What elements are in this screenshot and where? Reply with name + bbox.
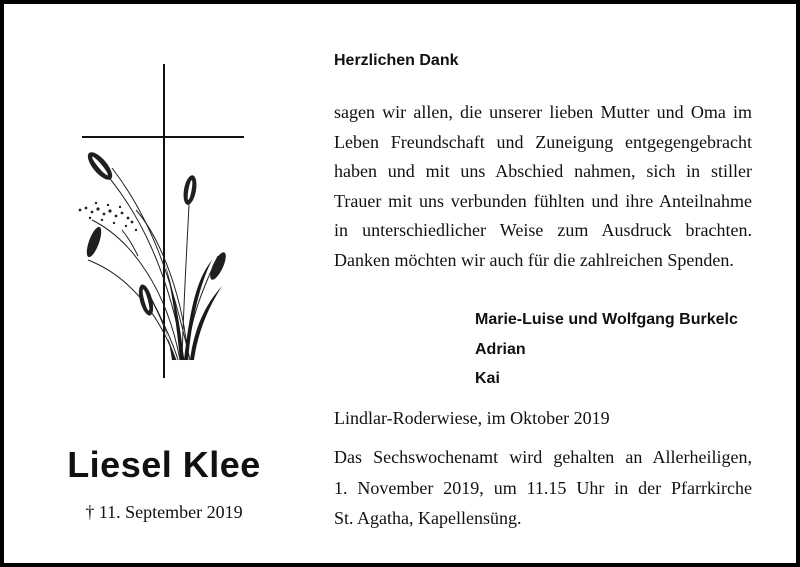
thanks-line: Leben Freundschaft und Zuneigung entgegengebracht [334,131,752,152]
thanks-line: Danken möchten wir auch für die zahlreichen Spenden. [334,249,734,270]
place-date: Lindlar-Roderwiese, im Oktober 2019 [334,408,610,428]
signer-name: Marie-Luise und Wolfgang Burkelc [475,311,738,328]
thanks-line: sagen wir allen, die unserer lieben Mutter und Oma im [334,102,752,122]
notice-line: St. Agatha, Kapellensüng. [334,508,522,528]
notice-line: Das Sechswochenamt wird gehalten an Allerheiligen, [334,447,752,467]
thanks-line: Trauer mit uns verbunden fühlten und ihre Anteilnahme [334,190,752,211]
thanks-line: in unterschiedlicher Weise zum Ausdruck brachten. [334,220,752,241]
thanks-line: haben und mit uns Abschied nahmen, sich in stiller [334,161,752,182]
thanks-text [334,98,752,276]
cross-with-wheat-icon [72,60,262,382]
notice-line: 1. November 2019, um 11.15 Uhr in der Pfarrkirche [334,477,752,498]
death-date: † 11. September 2019 [85,502,243,522]
mass-notice [334,442,752,534]
signers [475,305,738,394]
signer-name: Kai [475,370,500,387]
deceased-name: Liesel Klee [67,444,261,485]
thanks-heading: Herzlichen Dank [334,52,459,69]
signer-name: Adrian [475,340,526,358]
